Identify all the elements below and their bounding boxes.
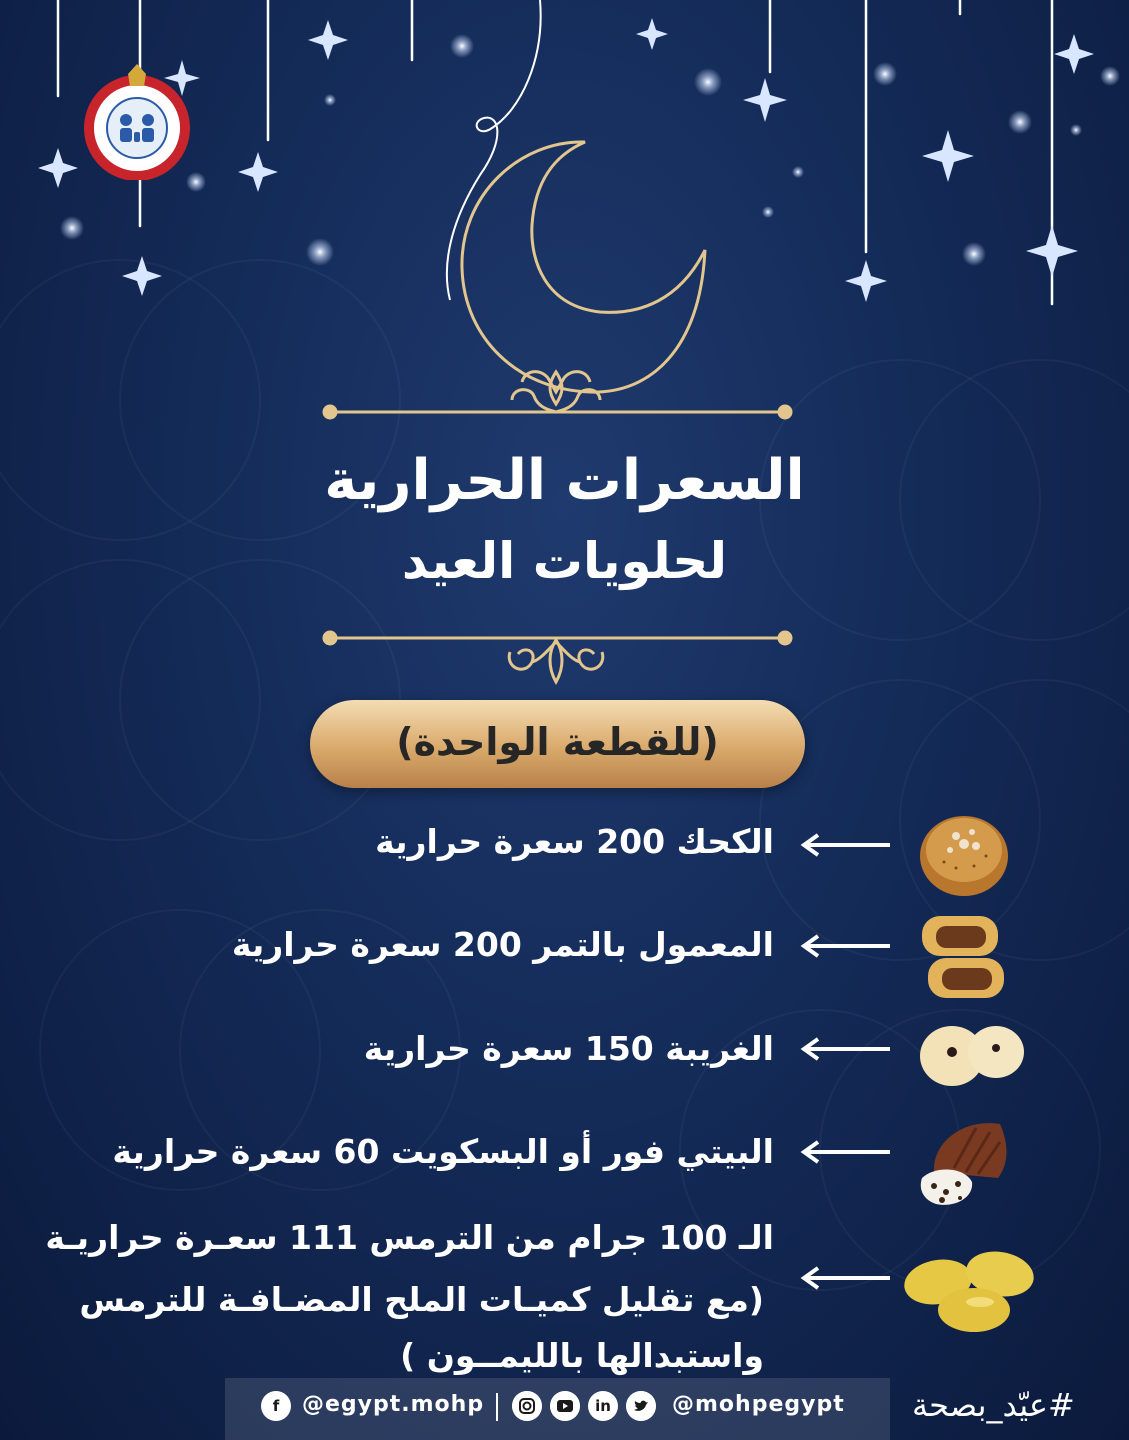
- per-piece-label: (للقطعة الواحدة): [396, 720, 719, 764]
- maamoul-date-icon: [916, 910, 1008, 1002]
- handle-left: @egypt.mohp: [302, 1392, 485, 1417]
- linkedin-icon[interactable]: in: [588, 1391, 618, 1421]
- kahk-cookie-icon: [916, 806, 1012, 898]
- item-text-petit-four: البيتي فور أو البسكويت 60 سعرة حرارية: [112, 1132, 774, 1171]
- per-piece-badge: [310, 700, 805, 788]
- arrow-left-icon: [800, 1137, 892, 1167]
- facebook-icon[interactable]: f: [261, 1391, 291, 1421]
- youtube-icon[interactable]: [550, 1391, 580, 1421]
- hashtag: #عيّد_بصحة: [912, 1386, 1075, 1424]
- handle-right: @mohpegypt: [672, 1392, 845, 1417]
- instagram-icon[interactable]: [512, 1391, 542, 1421]
- page-subtitle: لحلويات العيد: [401, 532, 728, 590]
- ministry-of-health-seal-icon: [78, 62, 196, 180]
- item-text-lupini-line-2: (مع تقليل كميـات الملح المضـافـة للترمس: [79, 1280, 764, 1319]
- ghorayeba-icon: [916, 1016, 1026, 1096]
- petit-four-icon: [914, 1112, 1018, 1210]
- page-title: السعرات الحرارية: [324, 448, 805, 513]
- arrow-left-icon: [800, 1034, 892, 1064]
- item-text-ghorayeba: الغريبة 150 سعرة حرارية: [363, 1029, 774, 1068]
- item-text-maamoul: المعمول بالتمر 200 سعرة حرارية: [231, 925, 774, 964]
- footer-separator: [496, 1393, 498, 1421]
- item-text-lupini-line-3: واستبدالها بالليمــون ): [400, 1336, 764, 1375]
- item-text-kahk: الكحك 200 سعرة حرارية: [375, 822, 774, 861]
- arrow-left-icon: [800, 830, 892, 860]
- item-text-lupini-line-1: الـ 100 جرام من الترمس 111 سعـرة حراريـة: [45, 1218, 774, 1257]
- arrow-left-icon: [800, 931, 892, 961]
- arrow-left-icon: [800, 1263, 892, 1293]
- lupini-beans-icon: [900, 1244, 1040, 1336]
- twitter-icon[interactable]: [626, 1391, 656, 1421]
